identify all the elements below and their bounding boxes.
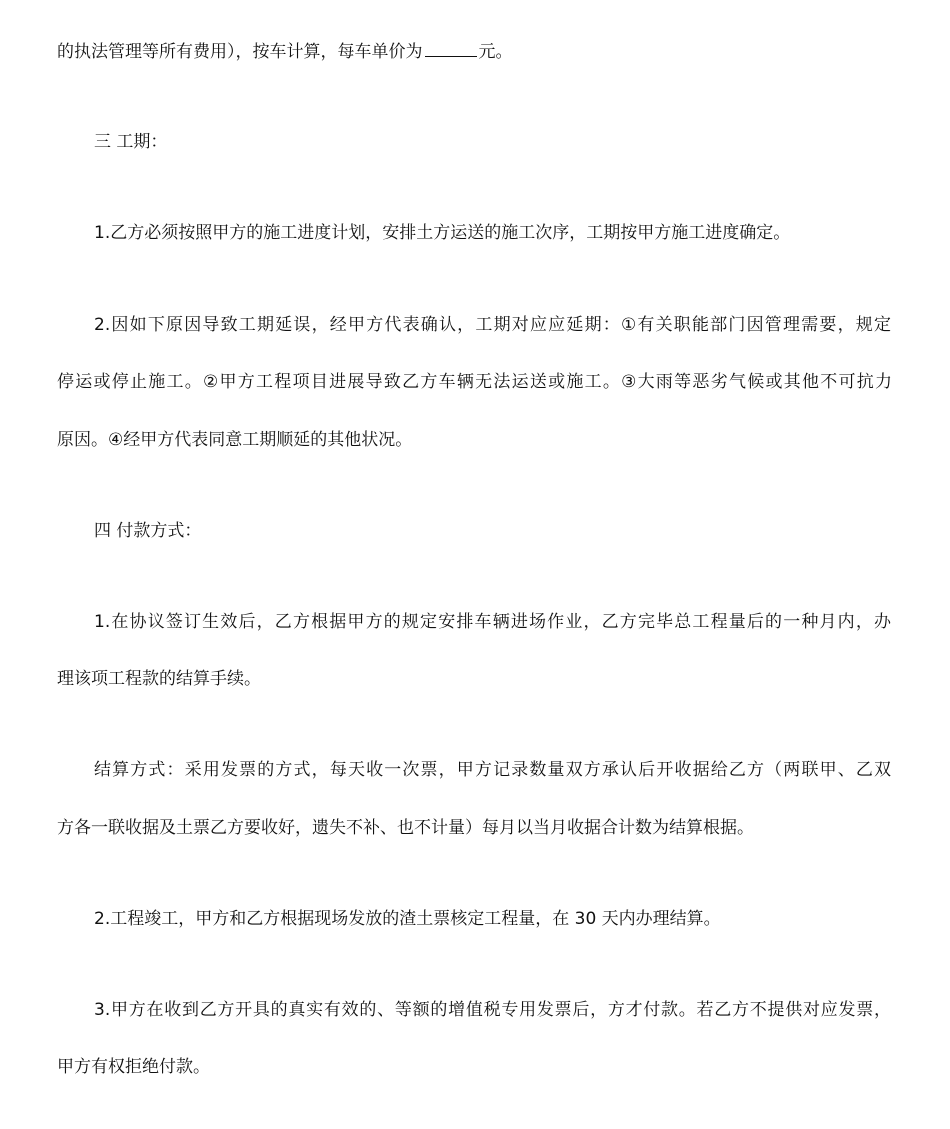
paragraph-line: 1.乙方必须按照甲方的施工进度计划，安排土方运送的施工次序，工期按甲方施工进度确定。	[94, 223, 791, 243]
paragraph-line: 停运或停止施工。②甲方工程项目进展导致乙方车辆无法运送或施工。③大雨等恶劣气候或其他不可抗力	[57, 372, 892, 392]
paragraph-line: 甲方有权拒绝付款。	[57, 1057, 210, 1077]
paragraph-line: 方各一联收据及土票乙方要收好，遗失不补、也不计量）每月以当月收据合计数为结算根据。	[57, 818, 754, 838]
paragraph-line: 原因。④经甲方代表同意工期顺延的其他状况。	[57, 430, 413, 450]
text-span: 元。	[478, 42, 513, 62]
paragraph-line: 理该项工程款的结算手续。	[57, 669, 261, 689]
paragraph-line: 2.因如下原因导致工期延误，经甲方代表确认，工期对应应延期：①有关职能部门因管理需要，规定	[94, 315, 891, 335]
text-span: 的执法管理等所有费用），按车计算，每车单价为	[57, 42, 423, 62]
blank-underline	[425, 39, 477, 57]
paragraph-line: 2.工程竣工，甲方和乙方根据现场发放的渣土票核定工程量，在 30 天内办理结算。	[94, 909, 721, 929]
section-heading-schedule: 三 工期：	[94, 132, 168, 152]
text-line-unit-price	[57, 39, 513, 64]
paragraph-line: 3.甲方在收到乙方开具的真实有效的、等额的增值税专用发票后，方才付款。若乙方不提供对应发票，	[94, 1000, 891, 1020]
paragraph-line: 1.在协议签订生效后，乙方根据甲方的规定安排车辆进场作业，乙方完毕总工程量后的一种月内，办	[94, 612, 891, 632]
section-heading-payment: 四 付款方式：	[94, 521, 202, 541]
paragraph-line: 结算方式：采用发票的方式，每天收一次票，甲方记录数量双方承认后开收据给乙方（两联甲、乙双	[94, 760, 891, 780]
